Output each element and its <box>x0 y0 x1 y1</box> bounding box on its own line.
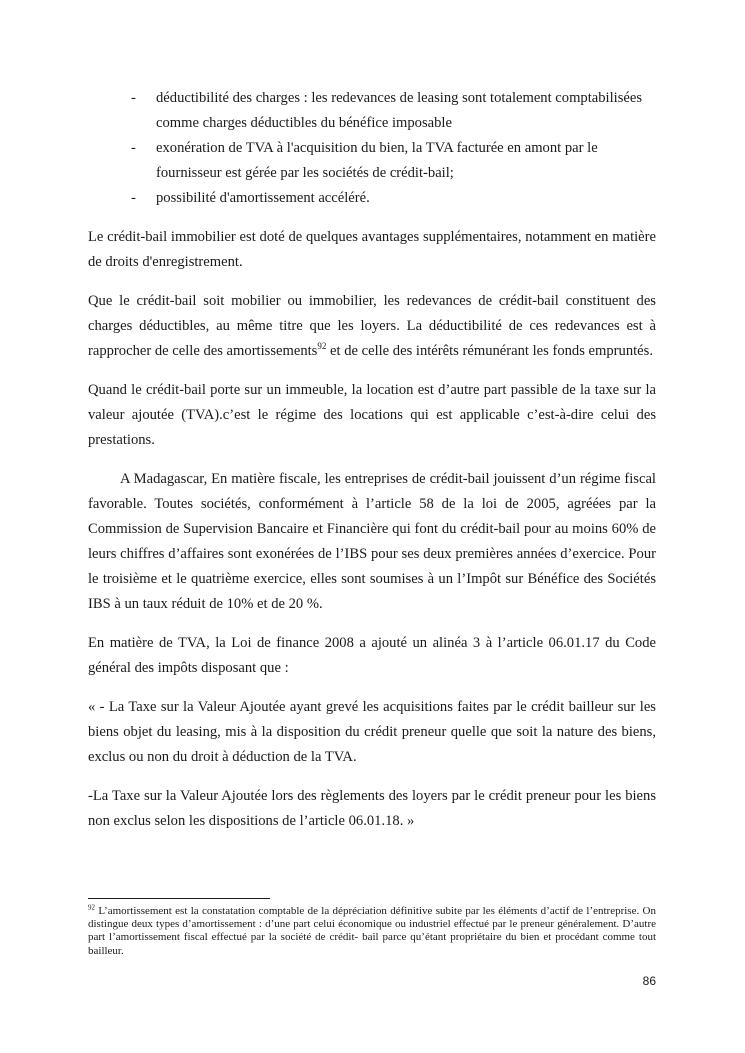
list-item-text: possibilité d'amortissement accéléré. <box>156 190 370 206</box>
paragraph-text: Que le crédit-bail soit mobilier ou immobilier, les redevances de crédit-bail constituent des charges déductibles, au même titre que les loyers. La déductibilité de ces redevances est à rapprocher de celle des amortissements <box>88 293 656 359</box>
footnote-separator <box>88 898 270 899</box>
body-text <box>88 86 656 834</box>
list-item <box>88 186 656 211</box>
list-item-text: exonération de TVA à l'acquisition du bien, la TVA facturée en amont par le fournisseur est gérée par les sociétés de crédit-bail; <box>156 140 598 181</box>
paragraph-immobilier: Le crédit-bail immobilier est doté de quelques avantages supplémentaires, notamment en matière de droits d'enregistrement. <box>88 229 656 270</box>
paragraph-madagascar: A Madagascar, En matière fiscale, les entreprises de crédit-bail jouissent d’un régime fiscal favorable. Toutes sociétés, conformément à l’article 58 de la loi de 2005, agréées par la Commission de Supervision Bancaire et Financière qui font du crédit-bail pour au moins 60% de leurs chiffres d’affaires sont exonérées de l’IBS pour ses deux premières années d’exercice. Pour le troisième et le quatrième exercice, elles sont soumises à un l’Impôt sur Bénéfice des Sociétés IBS à un taux réduit de 10% et de 20 %. <box>88 471 656 612</box>
list-item <box>88 136 656 186</box>
footnote-number: 92 <box>88 903 95 912</box>
footnote <box>88 905 656 958</box>
footnote-text: L’amortissement est la constatation comptable de la dépréciation définitive subite par les éléments d’actif de l’entreprise. On distingue deux types d’amortissement : d’une part celui économique ou industriel effectué par le preneur généralement. D’autre part l’amortissement fiscal effectué par la société de crédit- bail parce qu’étant propriétaire du bien et procédant comme tout bailleur. <box>88 905 656 957</box>
list-item <box>88 86 656 136</box>
paragraph-deductibilite <box>88 289 656 364</box>
advantages-list <box>88 86 656 211</box>
quote-paragraph-2: -La Taxe sur la Valeur Ajoutée lors des règlements des loyers par le crédit preneur pour les biens non exclus selon les dispositions de l’article 06.01.18. » <box>88 788 656 829</box>
list-item-text: déductibilité des charges : les redevances de leasing sont totalement comptabilisées comme charges déductibles du bénéfice imposable <box>156 90 643 131</box>
footnote-reference: 92 <box>317 341 327 352</box>
page-number: 86 <box>642 974 656 988</box>
paragraph-text: et de celle des intérêts rémunérant les fonds empruntés. <box>326 343 653 359</box>
paragraph-loi-finance: En matière de TVA, la Loi de finance 2008 a ajouté un alinéa 3 à l’article 06.01.17 du Code général des impôts disposant que : <box>88 635 656 676</box>
quote-paragraph-1: « - La Taxe sur la Valeur Ajoutée ayant grevé les acquisitions faites par le crédit bailleur sur les biens objet du leasing, mis à la disposition du crédit preneur quelle que soit la nature des biens, exclus ou non du droit à déduction de la TVA. <box>88 699 656 765</box>
paragraph-tva-location: Quand le crédit-bail porte sur un immeuble, la location est d’autre part passible de la taxe sur la valeur ajoutée (TVA).c’est le régime des locations qui est applicable c’est-à-dire celui des prestations. <box>88 382 656 448</box>
bullet-dash: - <box>131 140 136 156</box>
bullet-dash: - <box>131 90 136 106</box>
bullet-dash: - <box>131 190 136 206</box>
